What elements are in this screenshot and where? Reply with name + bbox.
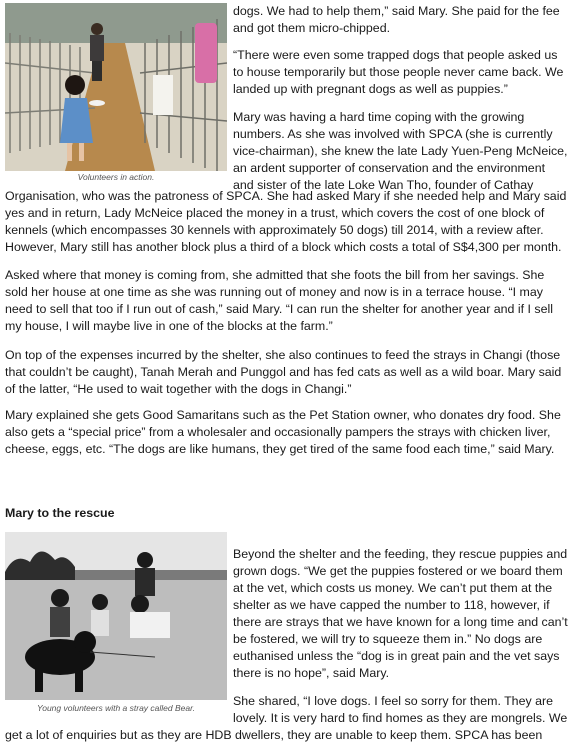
paragraph-5: On top of the expenses incurred by the shelter, she also continues to feed the strays in Changi (those that couldn’t be caught), Tanah Merah and Punggol and has fed cats as well as a wild boar. Mary said of the latter, “He used to wait together with the dogs in Changi.”	[5, 348, 562, 396]
paragraph-7: Beyond the shelter and the feeding, they rescue puppies and grown dogs. “We get the puppies fostered or we board them at the vet, which costs us money. We can’t put them at the shelter as we have capped the number to 118, however, if there are strays that we have known for a long time and can’t be fostered, we will try to squeeze them in.” No dogs are euthanised unless the “dog is in great pain and the vet says there is no hope”, said Mary.	[233, 547, 568, 680]
paragraph-4: Asked where that money is coming from, she admitted that she foots the bill from her savings. She sold her house at one time as she was running out of money and now is in a terrace house. “I may need to sell that too if I run out of cash,” said Mary. “I can run the shelter for another year and if I sell my house, I will maybe live in one of the blocks at the farm.”	[5, 268, 553, 333]
paragraph-1: dogs. We had to help them,” said Mary. She paid for the fee and got them micro-chipped.	[233, 4, 560, 35]
paragraph-2: “There were even some trapped dogs that people asked us to house temporarily but those people never came back. We landed up with pregnant dogs as well as puppies.”	[233, 48, 564, 96]
paragraph-6: Mary explained she gets Good Samaritans such as the Pet Station owner, who donates dry food. She also gets a “special price” from a wholesaler and occasionally pampers the strays with chicken liver, cheese, eggs, etc. “The dogs are like humans, they get tired of the same food each time,” said Mary.	[5, 408, 561, 456]
photo-young-volunteers	[5, 532, 227, 700]
photo-young-volunteers-caption: Young volunteers with a stray called Bear.	[37, 703, 195, 713]
section-heading: Mary to the rescue	[5, 506, 115, 520]
paragraph-8b: get a lot of enquiries but as they are HDB dwellers, they are unable to keep them. SPCA has been	[5, 728, 543, 742]
photo-volunteers-in-action	[5, 3, 227, 171]
photo-young-volunteers-illustration	[5, 532, 227, 700]
paragraph-3a: Mary was having a hard time coping with the growing numbers. As she was involved with SPCA (she is currently vice-chairman), she knew the late Lady Yuen-Peng McNeice, an ardent supporter of conservation and the environment and sister of the late Loke Wan Tho, founder of Cathay	[233, 110, 568, 192]
photo-volunteers-illustration	[5, 3, 227, 171]
photo-volunteers-caption: Volunteers in action.	[77, 172, 155, 182]
paragraph-8a: She shared, “I love dogs. I feel so sorry for them. They are lovely. It is very hard to find homes as they are mongrels. We	[233, 694, 568, 725]
paragraph-3b: Organisation, who was the patroness of SPCA. She had asked Mary if she needed help and Mary said yes and in return, Lady McNeice placed the money in a trust, which covers the cost of one block of kennels (which encompasses 30 kennels with approximately 50 dogs) till 2014, with a review after. However, Mary still has another block plus a third of a block which costs a total of S$4,300 per month.	[5, 189, 567, 254]
